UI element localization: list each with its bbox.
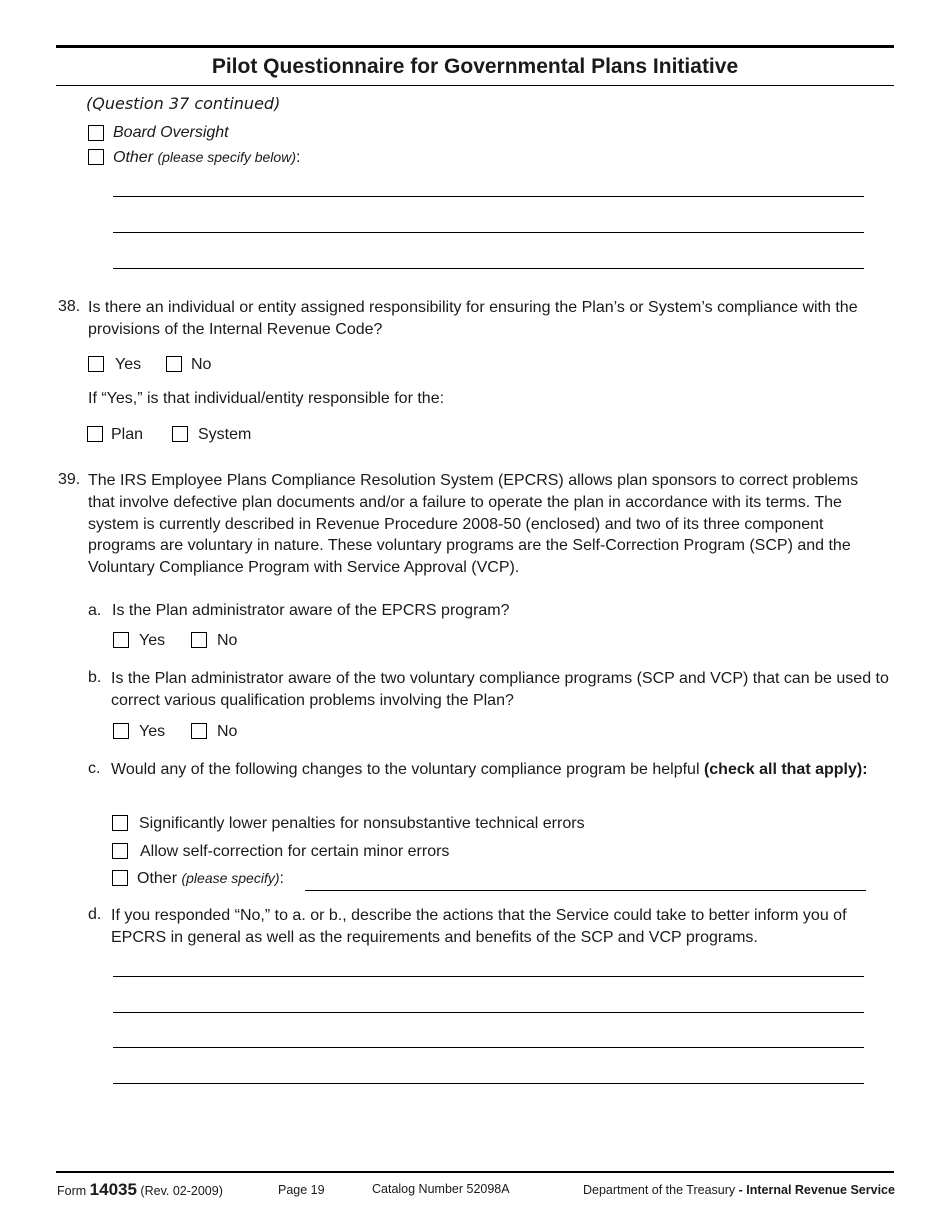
question-39-number: 39. (58, 471, 81, 488)
question-39a-letter: a. (88, 602, 102, 619)
checkbox-q39c-other[interactable] (112, 870, 128, 886)
q37-answer-line-1[interactable] (113, 196, 864, 197)
checkbox-q39a-yes[interactable] (113, 632, 129, 648)
question-39d-letter: d. (88, 906, 102, 923)
label-other-37 (113, 149, 300, 167)
form-label: Form (57, 1184, 87, 1198)
page-title: Pilot Questionnaire for Governmental Plans Initiative (211, 55, 739, 78)
colon: : (279, 870, 284, 887)
footer-agency (583, 1183, 895, 1197)
footer-page: Page 19 (278, 1183, 325, 1197)
top-rule (56, 45, 894, 48)
label-q39b-yes: Yes (139, 723, 166, 740)
q37-answer-line-3[interactable] (113, 268, 864, 269)
question-39c-text (111, 759, 881, 781)
label-q38-system: System (198, 426, 252, 443)
question-38-text: Is there an individual or entity assigned responsibility for ensuring the Plan’s or System’s compliance with the provisions of the Internal Revenue Code? (88, 299, 858, 338)
checkbox-q39b-no[interactable] (191, 723, 207, 739)
checkbox-q38-no[interactable] (166, 356, 182, 372)
q37-answer-line-2[interactable] (113, 232, 864, 233)
other-note: (please specify) (181, 870, 280, 886)
q39d-answer-line-3[interactable] (113, 1047, 864, 1048)
form-number: 14035 (89, 1180, 137, 1199)
label-q38-yes: Yes (115, 356, 142, 373)
question-39-text: The IRS Employee Plans Compliance Resolution System (EPCRS) allows plan sponsors to correct problems that involve defective plan documents and/or a failure to operate the plan in accordance with its terms. The system is currently described in Revenue Procedure 2008-50 (enclosed) and two of its three component programs are voluntary in nature. These voluntary programs are the Self-Correction Program (SCP) and the Voluntary Compliance Program with Service Approval (VCP). (88, 472, 859, 577)
footer-irs: Internal Revenue Service (746, 1183, 895, 1197)
label-q39b-no: No (217, 723, 238, 740)
q39d-answer-line-1[interactable] (113, 976, 864, 977)
question-39c-text-bold: (check all that apply): (703, 761, 868, 778)
footer-dash: - (735, 1183, 747, 1197)
question-38-number: 38. (58, 298, 81, 315)
footer-form (57, 1180, 223, 1200)
question-39a-text: Is the Plan administrator aware of the EPCRS program? (112, 602, 510, 619)
question-39d-text: If you responded “No,” to a. or b., describe the actions that the Service could take to better inform you of EPCRS in general as well as the requirements and benefits of the SCP and VCP programs. (111, 907, 847, 946)
label-q39c-other (137, 870, 284, 888)
checkbox-q39c-self-correction[interactable] (112, 843, 128, 859)
footer-dept: Department of the Treasury (583, 1183, 736, 1197)
question-38-followup: If “Yes,” is that individual/entity responsible for the: (88, 390, 445, 407)
label-q39a-no: No (217, 632, 238, 649)
label-q39c-self-correction: Allow self-correction for certain minor errors (140, 843, 450, 860)
q39d-answer-line-2[interactable] (113, 1012, 864, 1013)
question-39b-letter: b. (88, 669, 102, 686)
checkbox-q38-yes[interactable] (88, 356, 104, 372)
label-q38-no: No (191, 356, 212, 373)
footer-catalog: Catalog Number 52098A (372, 1182, 510, 1196)
label-q39a-yes: Yes (139, 632, 166, 649)
question-39c-letter: c. (88, 760, 101, 777)
checkbox-other-37[interactable] (88, 149, 104, 165)
label-q38-plan: Plan (111, 426, 144, 443)
footer-rule (56, 1171, 894, 1173)
form-revision: (Rev. 02-2009) (140, 1184, 223, 1198)
colon: : (295, 149, 301, 166)
other-note: (please specify below) (157, 149, 296, 165)
checkbox-q38-system[interactable] (172, 426, 188, 442)
q39c-other-line[interactable] (305, 890, 866, 891)
question-39b-text: Is the Plan administrator aware of the two voluntary compliance programs (SCP and VCP) that can be used to correct various qualification problems involving the Plan? (111, 670, 889, 709)
checkbox-board-oversight[interactable] (88, 125, 104, 141)
label-board-oversight: Board Oversight (113, 124, 229, 141)
q39d-answer-line-4[interactable] (113, 1083, 864, 1084)
checkbox-q39b-yes[interactable] (113, 723, 129, 739)
other-label: Other (137, 870, 178, 887)
checkbox-q39a-no[interactable] (191, 632, 207, 648)
question-37-continued: (Question 37 continued) (86, 94, 281, 113)
title-rule (56, 85, 894, 86)
question-39c-text-main: Would any of the following changes to the voluntary compliance program be helpful (111, 761, 704, 778)
other-label: Other (113, 149, 154, 166)
checkbox-q39c-lower-penalties[interactable] (112, 815, 128, 831)
label-q39c-lower-penalties: Significantly lower penalties for nonsubstantive technical errors (139, 815, 585, 832)
checkbox-q38-plan[interactable] (87, 426, 103, 442)
